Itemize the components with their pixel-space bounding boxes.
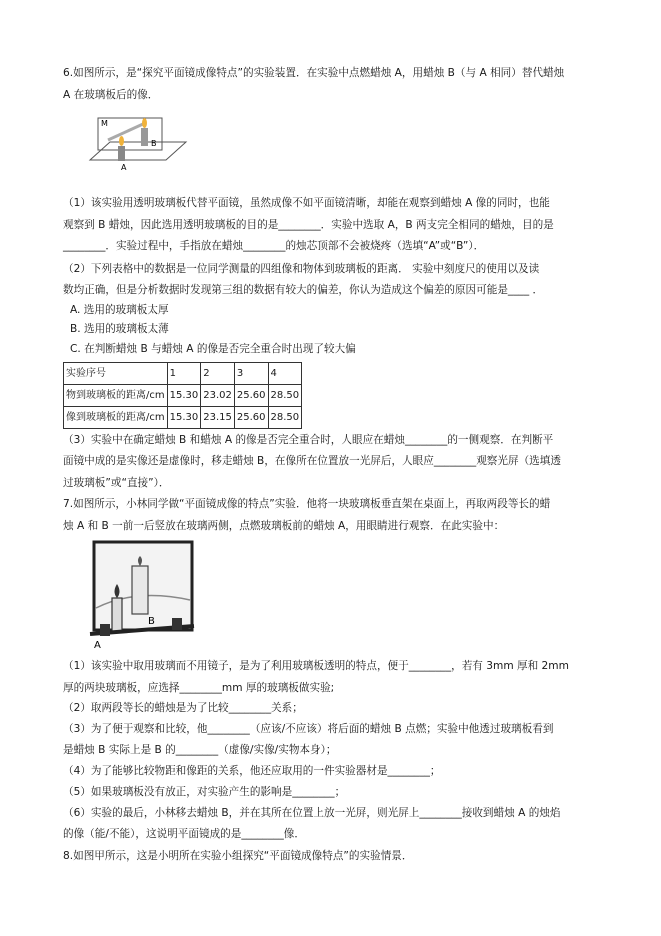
- q7-part1-line2: 厚的两块玻璃板，应选择________mm 厚的玻璃板做实验;: [63, 682, 335, 694]
- q6-part1-line3: ________．实验过程中，手指放在蜡烛________的烛芯顶部不会被烧疼（选填“A”或“B”）．: [63, 240, 485, 252]
- table-row: [64, 385, 302, 407]
- q7-part5: （5）如果玻璃板没有放正，对实验产生的影响是________；: [63, 786, 346, 798]
- q8-stem: 8.如图甲所示，这是小明所在实验小组探究“平面镜成像特点”的实验情景．: [63, 850, 413, 862]
- q7-part4: （4）为了能够比较物距和像距的关系，他还应取用的一件实验器材是________；: [63, 765, 441, 777]
- table-row: [64, 407, 302, 429]
- table-cell: 2: [201, 363, 235, 385]
- q6-label-m: M: [101, 119, 108, 128]
- q6-part3-line2: 面镜中成的是实像还是虚像时，移走蜡烛 B，在像所在位置放一光屏后，人眼应________观察光屏（选填透: [63, 455, 561, 467]
- q7-candle-a: [112, 598, 122, 632]
- table-cell: 15.30: [167, 407, 201, 429]
- table-cell: 实验序号: [64, 363, 168, 385]
- q6-mirror-setup-figure: [88, 110, 188, 172]
- q6-reflection-hint: [108, 124, 143, 140]
- q6-label-b: B: [151, 139, 157, 148]
- table-cell: 像到玻璃板的距离/cm: [64, 407, 168, 429]
- q6-label-a: A: [121, 163, 127, 172]
- q6-option-a: A. 选用的玻璃板太厚: [70, 304, 169, 316]
- q6-candle-a: [118, 146, 125, 161]
- q6-flame-b: [142, 118, 147, 128]
- q7-candle-photo-figure: [86, 538, 198, 650]
- q6-option-b: B. 选用的玻璃板太薄: [70, 323, 169, 335]
- q6-part2-line1: （2）下列表格中的数据是一位同学测量的四组像和物体到玻璃板的距离． 实验中刻度尺的使用以及读: [63, 263, 540, 275]
- q6-part3-line1: （3）实验中在确定蜡烛 B 和蜡烛 A 的像是否完全重合时，人眼应在蜡烛________的一侧观察．在判断平: [63, 434, 554, 446]
- table-cell: 25.60: [234, 385, 268, 407]
- table-cell: 23.02: [201, 385, 235, 407]
- q7-stem-line1: 7.如图所示，小林同学做“平面镜成像的特点”实验．他将一块玻璃板垂直架在桌面上，再取两段等长的蜡: [63, 498, 551, 510]
- q7-part6-line1: （6）实验的最后，小林移去蜡烛 B，并在其所在位置上放一光屏，则光屏上________接收到蜡烛 A 的烛焰: [63, 807, 561, 819]
- q6-part3-line3: 过玻璃板”或“直接”）．: [63, 477, 170, 489]
- q7-part1-line1: （1）该实验中取用玻璃而不用镜子，是为了利用玻璃板透明的特点，便于________，若有 3mm 厚和 2mm: [63, 660, 569, 672]
- q6-stem-line1: 6.如图所示，是“探究平面镜成像特点”的实验装置．在实验中点燃蜡烛 A，用蜡烛 B（与 A 相同）替代蜡烛: [63, 67, 565, 79]
- q6-part1-line1: （1）该实验用透明玻璃板代替平面镜，虽然成像不如平面镜清晰，却能在观察到蜡烛 A 像的同时，也能: [63, 197, 550, 209]
- q7-label-a: A: [94, 640, 101, 650]
- q6-option-c: C. 在判断蜡烛 B 与蜡烛 A 的像是否完全重合时出现了较大偏: [70, 343, 356, 355]
- table-cell: 25.60: [234, 407, 268, 429]
- q6-stem-line2: A 在玻璃板后的像．: [63, 89, 159, 101]
- q6-distance-table: [63, 362, 302, 429]
- table-cell: 物到玻璃板的距离/cm: [64, 385, 168, 407]
- table-cell: 4: [268, 363, 302, 385]
- q7-part3-line2: 是蜡烛 B 实际上是 B 的________（虚像/实像/实物本身）；: [63, 744, 337, 756]
- table-cell: 23.15: [201, 407, 235, 429]
- table-cell: 28.50: [268, 407, 302, 429]
- q7-stem-line2: 烛 A 和 B 一前一后竖放在玻璃两侧，点燃玻璃板前的蜡烛 A，用眼睛进行观察．在此实验中：: [63, 520, 505, 532]
- q6-candle-b: [141, 128, 148, 146]
- q6-part2-line2: 数均正确，但是分析数据时发现第三组的数据有较大的偏差，你认为造成这个偏差的原因可能是____ ．: [63, 284, 544, 296]
- q6-part1-line2: 观察到 B 蜡烛，因此选用透明玻璃板的目的是________．实验中选取 A，B 两支完全相同的蜡烛，目的是: [63, 219, 554, 231]
- q6-table-plane: [90, 142, 186, 160]
- q7-part3-line1: （3）为了便于观察和比较，他________（应该/不应该）将后面的蜡烛 B 点燃；实验中他透过玻璃板看到: [63, 723, 554, 735]
- q7-part2: （2）取两段等长的蜡烛是为了比较________关系；: [63, 702, 303, 714]
- q7-candle-b: [132, 566, 148, 614]
- table-cell: 28.50: [268, 385, 302, 407]
- q7-part6-line2: 的像（能/不能），这说明平面镜成的是________像．: [63, 828, 305, 840]
- table-cell: 15.30: [167, 385, 201, 407]
- q7-label-b: B: [148, 616, 155, 627]
- table-cell: 3: [234, 363, 268, 385]
- table-row: [64, 363, 302, 385]
- q6-flame-a: [119, 136, 124, 146]
- table-cell: 1: [167, 363, 201, 385]
